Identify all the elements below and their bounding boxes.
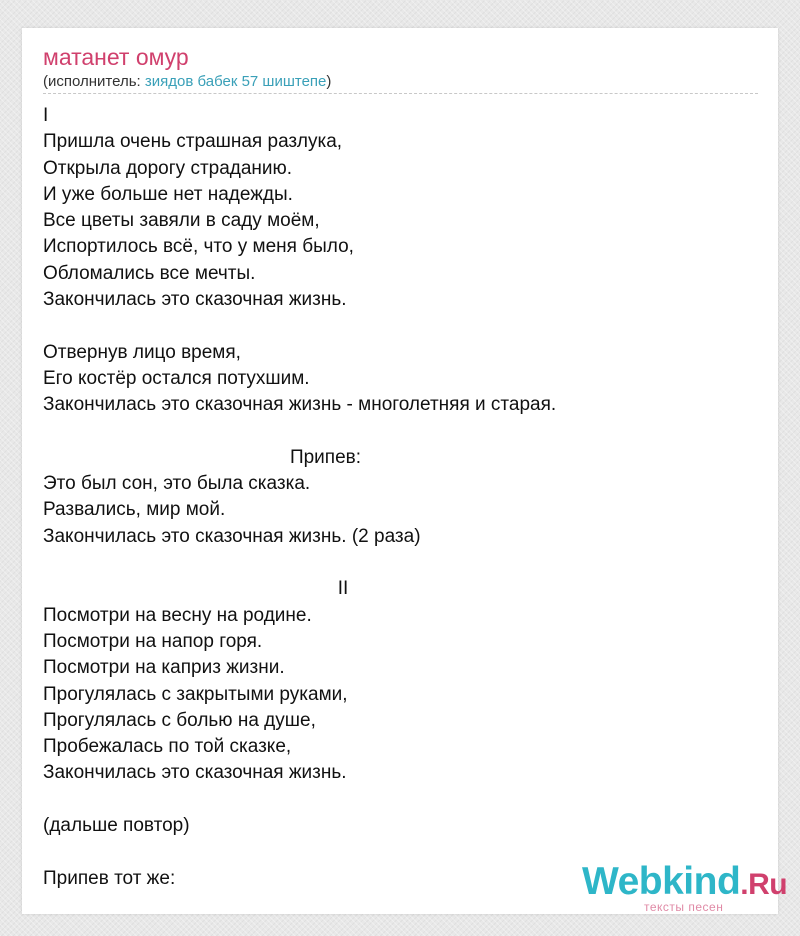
chorus-heading: Припев: — [289, 446, 362, 468]
lyrics-line: Открыла дорогу страданию. — [43, 157, 293, 179]
lyrics-body — [43, 103, 758, 892]
lyrics-line: Закончилась это сказочная жизнь - многолетняя и старая. — [43, 394, 557, 416]
lyrics-line: Закончилась это сказочная жизнь. — [43, 289, 347, 311]
artist-prefix: (исполнитель: — [43, 73, 145, 90]
logo-tagline: тексты песен — [644, 900, 724, 914]
lyrics-line: Пришла очень страшная разлука, — [43, 131, 343, 153]
lyrics-line: Все цветы завяли в саду моём, — [43, 210, 320, 232]
lyrics-line: Развались, мир мой. — [43, 499, 226, 521]
logo-name: Webkind — [582, 860, 741, 903]
lyrics-line: И уже больше нет надежды. — [43, 183, 293, 205]
artist-line — [43, 72, 331, 92]
lyrics-blank-line — [43, 313, 758, 339]
webkind-logo[interactable] — [582, 860, 788, 914]
lyrics-line: I — [43, 105, 49, 126]
lyrics-blank-line — [43, 787, 758, 813]
verse-number: II — [337, 578, 349, 600]
title-divider — [43, 93, 758, 94]
lyrics-blank-line — [43, 419, 758, 445]
lyrics-line: Посмотри на каприз жизни. — [43, 657, 285, 679]
lyrics-line: Испортилось всё, что у меня было, — [43, 236, 354, 258]
logo-tld: .Ru — [740, 868, 788, 901]
lyrics-line: Посмотри на весну на родине. — [43, 604, 312, 626]
song-title: матанет омур — [43, 44, 189, 70]
lyrics-line: Его костёр остался потухшим. — [43, 367, 310, 389]
lyrics-line: Прогулялась с болью на душе, — [43, 709, 316, 731]
lyrics-line: Посмотри на напор горя. — [43, 630, 263, 652]
lyrics-line: Припев тот же: — [43, 867, 176, 889]
lyrics-line: Прогулялась с закрытыми руками, — [43, 683, 348, 705]
lyrics-line: Пробежалась по той сказке, — [43, 736, 292, 758]
artist-link[interactable]: зиядов бабек 57 шиштепе — [144, 73, 327, 90]
lyrics-line: Отвернув лицо время, — [43, 341, 241, 363]
lyrics-line: Это был сон, это была сказка. — [43, 473, 311, 495]
lyrics-blank-line — [43, 550, 758, 576]
lyrics-line: Закончилась это сказочная жизнь. (2 раза) — [43, 525, 421, 547]
artist-suffix: ) — [326, 73, 332, 90]
lyrics-line: (дальше повтор) — [43, 815, 190, 837]
lyrics-card — [22, 28, 788, 914]
lyrics-line: Закончилась это сказочная жизнь. — [43, 762, 347, 784]
lyrics-line: Обломались все мечты. — [43, 262, 256, 284]
